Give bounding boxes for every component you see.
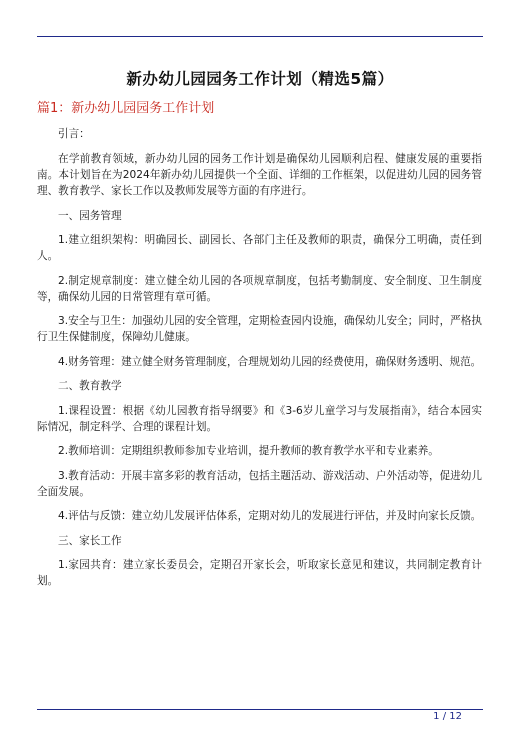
intro-paragraph: 在学前教育领域，新办幼儿园的园务工作计划是确保幼儿园顺利启程、健康发展的重要指南。本计划旨在为2024年新办幼儿园提供一个全面、详细的工作框架，以促进幼儿园的园务管理、教育教学、家长工作以及教师发展等方面的有序进行。 [37,153,482,197]
paragraph-admin-1: 1.建立组织架构：明确园长、副园长、各部门主任及教师的职责，确保分工明确，责任到人。 [37,234,482,262]
page-indicator: 1 / 12 [433,711,462,722]
paragraph-teaching-2: 2.教师培训：定期组织教师参加专业培训，提升教师的教育教学水平和专业素养。 [58,445,439,457]
intro-label: 引言： [58,128,90,140]
paragraph-parents-1: 1.家园共育：建立家长委员会，定期召开家长会，听取家长意见和建议，共同制定教育计划。 [37,559,482,587]
document-title: 新办幼儿园园务工作计划（精选5篇） [126,70,394,88]
subheading-admin: 一、园务管理 [58,209,122,222]
subheading-teaching: 二、教育教学 [58,380,122,392]
top-rule [37,36,483,37]
paragraph-admin-2: 2.制定规章制度：建立健全幼儿园的各项规章制度，包括考勤制度、安全制度、卫生制度等，确保幼儿园的日常管理有章可循。 [37,274,482,303]
subheading-parents: 三、家长工作 [58,534,122,547]
paragraph-teaching-3: 3.教育活动：开展丰富多彩的教育活动，包括主题活动、游戏活动、户外活动等，促进幼儿全面发展。 [37,469,482,498]
paragraph-admin-4: 4.财务管理：建立健全财务管理制度，合理规划幼儿园的经费使用，确保财务透明、规范。 [58,355,482,368]
paragraph-teaching-4: 4.评估与反馈：建立幼儿发展评估体系，定期对幼儿的发展进行评估，并及时向家长反馈。 [58,510,482,522]
paragraph-teaching-1: 1.课程设置：根据《幼儿园教育指导纲要》和《3-6岁儿童学习与发展指南》，结合本园实际情况，制定科学、合理的课程计划。 [37,404,482,433]
document-body [37,126,482,598]
paragraph-admin-3: 3.安全与卫生：加强幼儿园的安全管理，定期检查园内设施，确保幼儿安全；同时，严格执行卫生保健制度，保障幼儿健康。 [37,315,482,343]
section-heading: 篇1：新办幼儿园园务工作计划 [37,101,215,116]
bottom-rule [37,709,483,710]
